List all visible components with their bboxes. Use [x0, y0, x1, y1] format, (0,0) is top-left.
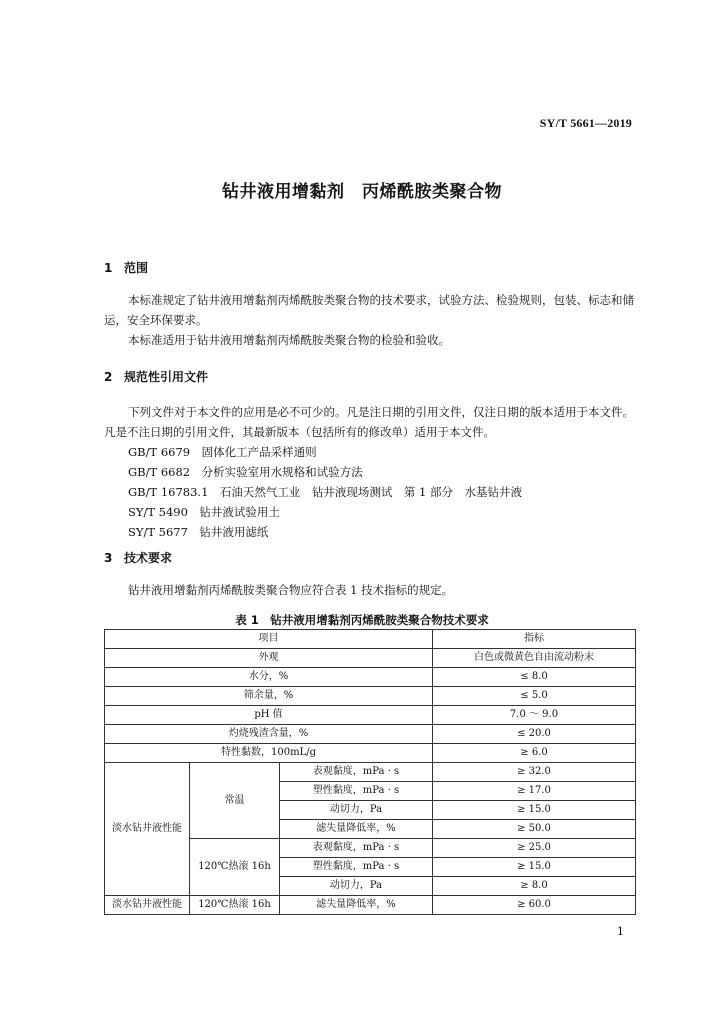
item-cell: 外观	[105, 649, 433, 668]
subgroup-label-cell: 常温	[190, 763, 280, 839]
subgroup-label-cell: 120℃热滚 16h	[190, 839, 280, 896]
item-cell: 滤失量降低率，%	[280, 820, 433, 839]
index-cell: 白色或微黄色自由流动粉末	[433, 649, 636, 668]
table-row	[105, 706, 636, 725]
section-1-body	[104, 290, 634, 350]
section-number: 2	[104, 370, 113, 384]
header-item: 项目	[105, 630, 433, 649]
subgroup-label-cell: 120℃热滚 16h	[190, 896, 280, 915]
table-row	[105, 687, 636, 706]
section-2-body	[104, 402, 634, 542]
reference-item: GB/T 16783.1 石油天然气工业 钻井液现场测试 第 1 部分 水基钻井液	[128, 485, 523, 499]
table-header-row	[105, 630, 636, 649]
item-cell: 动切力，Pa	[280, 801, 433, 820]
section-title: 范围	[124, 261, 149, 275]
item-cell: 水分，%	[105, 668, 433, 687]
index-cell: ≥ 60.0	[433, 896, 636, 915]
item-cell: 灼烧残渣含量，%	[105, 725, 433, 744]
item-cell: 筛余量，%	[105, 687, 433, 706]
item-cell: 滤失量降低率，%	[280, 896, 433, 915]
index-cell: ≥ 50.0	[433, 820, 636, 839]
group-label-cell: 淡水钻井液性能	[105, 763, 190, 896]
index-cell: ≥ 25.0	[433, 839, 636, 858]
section-number: 1	[104, 261, 113, 275]
spec-table	[104, 629, 636, 915]
section-2-heading	[104, 368, 208, 385]
table-row	[105, 668, 636, 687]
page-number: 1	[617, 925, 624, 938]
section-title: 规范性引用文件	[124, 370, 209, 384]
section-title: 技术要求	[124, 551, 173, 565]
item-cell: pH 值	[105, 706, 433, 725]
reference-item: GB/T 6682 分析实验室用水规格和试验方法	[128, 465, 363, 479]
table-row	[105, 763, 636, 782]
table-row	[105, 649, 636, 668]
reference-item: SY/T 5677 钻井液用滤纸	[128, 525, 269, 539]
item-cell: 表观黏度，mPa · s	[280, 839, 433, 858]
header-index: 指标	[433, 630, 636, 649]
index-cell: ≥ 32.0	[433, 763, 636, 782]
paragraph: 本标准适用于钻井液用增黏剂丙烯酰胺类聚合物的检验和验收。	[128, 333, 450, 347]
group-label-cell: 淡水钻井液性能	[105, 896, 190, 915]
item-cell: 塑性黏度，mPa · s	[280, 782, 433, 801]
item-cell: 塑性黏度，mPa · s	[280, 858, 433, 877]
table-row	[105, 725, 636, 744]
item-cell: 动切力，Pa	[280, 877, 433, 896]
index-cell: 7.0 ～ 9.0	[433, 706, 636, 725]
reference-item: SY/T 5490 钻井液试验用土	[128, 505, 280, 519]
index-cell: ≥ 6.0	[433, 744, 636, 763]
paragraph: 钻井液用增黏剂丙烯酰胺类聚合物应符合表 1 技术指标的规定。	[128, 583, 454, 597]
index-cell: ≤ 20.0	[433, 725, 636, 744]
section-3-heading	[104, 549, 172, 566]
index-cell: ≥ 15.0	[433, 858, 636, 877]
item-cell: 特性黏数，100mL/g	[105, 744, 433, 763]
reference-item: GB/T 6679 固体化工产品采样通则	[128, 445, 317, 459]
section-3-body	[104, 580, 634, 600]
index-cell: ≥ 8.0	[433, 877, 636, 896]
item-cell: 表观黏度，mPa · s	[280, 763, 433, 782]
document-title: 钻井液用增黏剂 丙烯酰胺类聚合物	[222, 182, 502, 202]
section-1-heading	[104, 259, 148, 276]
index-cell: ≥ 17.0	[433, 782, 636, 801]
table-caption: 表 1 钻井液用增黏剂丙烯酰胺类聚合物技术要求	[235, 613, 489, 627]
table-row	[105, 744, 636, 763]
paragraph: 本标准规定了钻井液用增黏剂丙烯酰胺类聚合物的技术要求，试验方法、检验规则，包装、标志和储运，安全环保要求。	[104, 293, 634, 327]
index-cell: ≤ 8.0	[433, 668, 636, 687]
standard-number: SY/T 5661—2019	[539, 116, 632, 130]
section-number: 3	[104, 551, 113, 565]
paragraph: 下列文件对于本文件的应用是必不可少的。凡是注日期的引用文件，仅注日期的版本适用于本文件。凡是不注日期的引用文件，其最新版本（包括所有的修改单）适用于本文件。	[104, 405, 634, 439]
index-cell: ≥ 15.0	[433, 801, 636, 820]
index-cell: ≤ 5.0	[433, 687, 636, 706]
table-row	[105, 896, 636, 915]
